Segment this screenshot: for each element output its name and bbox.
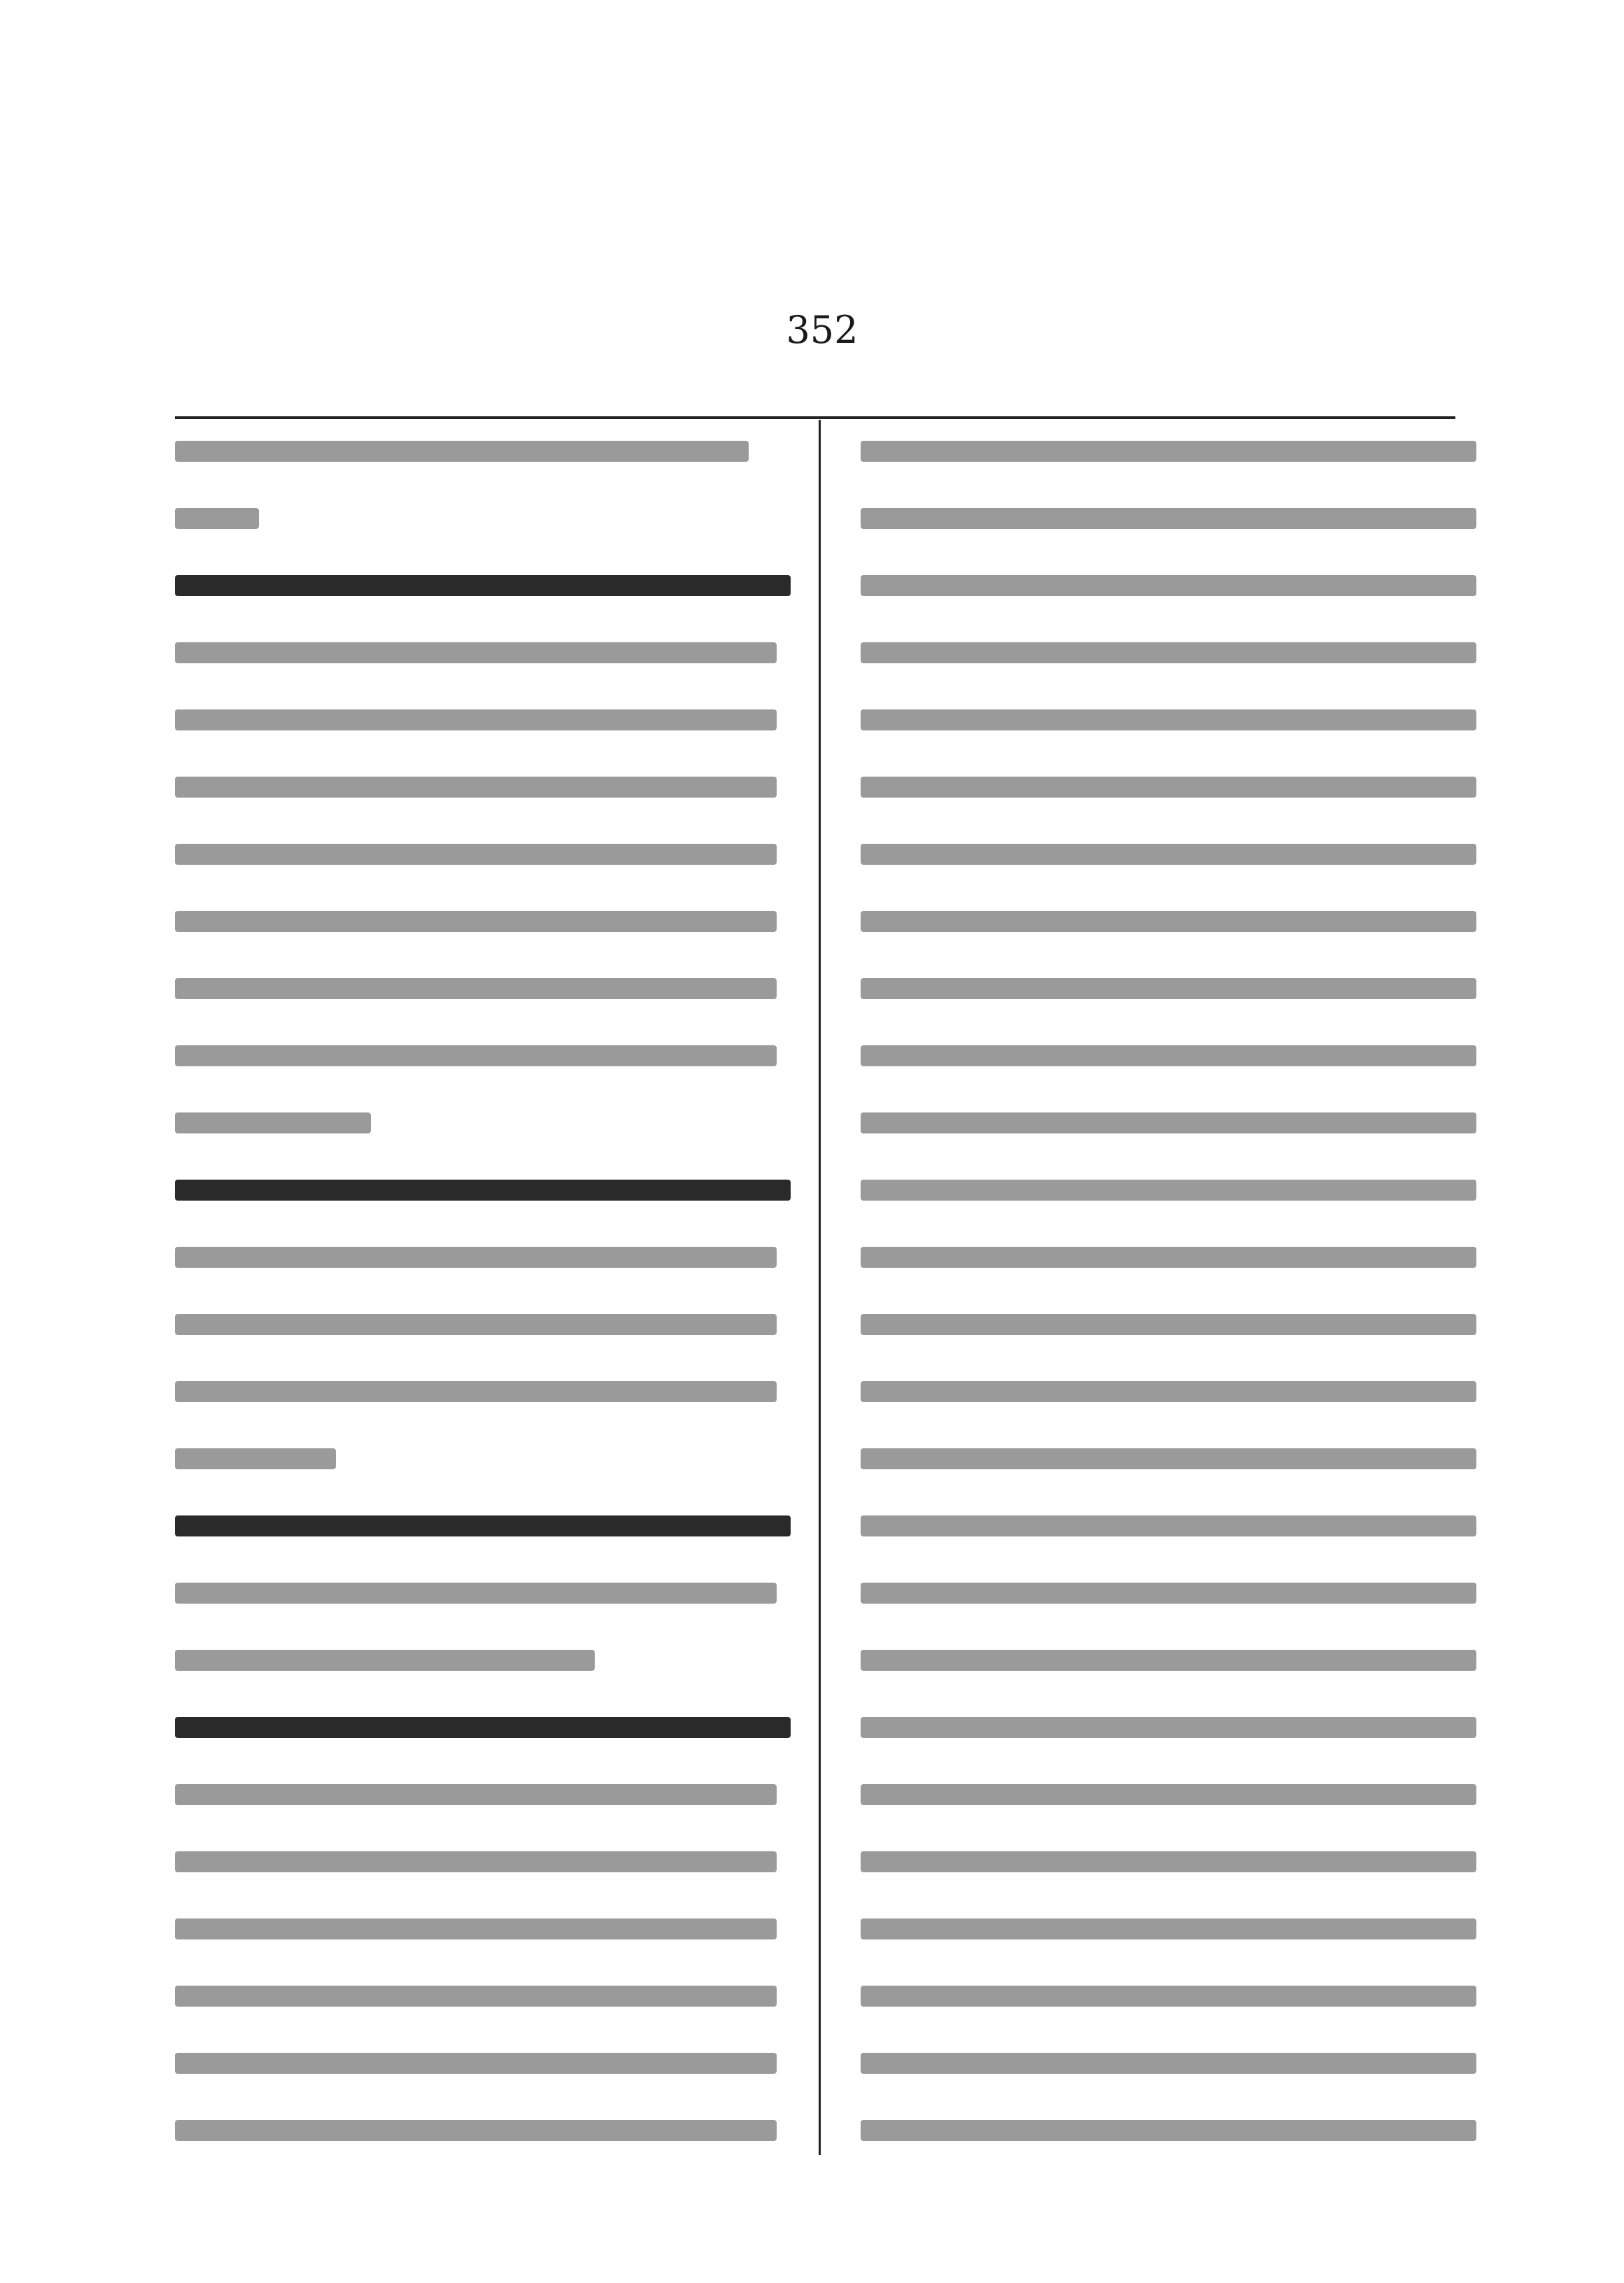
text-line	[861, 1247, 1476, 1268]
text-line	[861, 642, 1476, 663]
text-line	[861, 1650, 1476, 1671]
text-line	[175, 1448, 336, 1469]
text-line	[175, 978, 777, 999]
text-line	[175, 1314, 777, 1335]
text-line	[861, 777, 1476, 798]
text-line	[861, 1112, 1476, 1133]
text-line	[861, 2053, 1476, 2074]
right-column	[861, 441, 1490, 2190]
text-line	[861, 441, 1476, 462]
page-number: 352	[786, 308, 859, 352]
text-line	[861, 1045, 1476, 1066]
text-line	[175, 1112, 371, 1133]
headword-line	[175, 1180, 791, 1201]
text-line	[175, 844, 777, 865]
text-line	[861, 1784, 1476, 1805]
text-line	[175, 777, 777, 798]
text-line	[861, 1851, 1476, 1872]
left-column	[175, 441, 805, 2190]
text-line	[175, 1986, 777, 2007]
text-line	[861, 575, 1476, 596]
text-line	[861, 1180, 1476, 1201]
text-line	[861, 844, 1476, 865]
text-line	[861, 911, 1476, 932]
text-line	[175, 2053, 777, 2074]
headword-line	[175, 575, 791, 596]
text-line	[175, 1583, 777, 1604]
text-line	[861, 1381, 1476, 1402]
text-line	[175, 1784, 777, 1805]
text-line	[175, 1851, 777, 1872]
text-line	[175, 1650, 595, 1671]
text-line	[861, 1515, 1476, 1536]
text-line	[175, 441, 749, 462]
text-line	[175, 1381, 777, 1402]
headword-line	[175, 1717, 791, 1738]
text-line	[861, 1717, 1476, 1738]
headword-line	[175, 1515, 791, 1536]
text-line	[175, 1918, 777, 1939]
text-line	[861, 2120, 1476, 2141]
text-line	[175, 1247, 777, 1268]
text-line	[175, 2120, 777, 2141]
text-line	[175, 709, 777, 730]
text-line	[861, 1986, 1476, 2007]
text-line	[861, 1918, 1476, 1939]
text-line	[861, 1583, 1476, 1604]
text-line	[175, 911, 777, 932]
header-rule	[175, 416, 1455, 419]
text-line	[861, 709, 1476, 730]
column-divider	[819, 420, 821, 2155]
text-line	[861, 978, 1476, 999]
text-line	[861, 1314, 1476, 1335]
text-line	[861, 508, 1476, 529]
text-line	[175, 1045, 777, 1066]
text-line	[175, 508, 259, 529]
text-line	[175, 642, 777, 663]
text-line	[861, 1448, 1476, 1469]
